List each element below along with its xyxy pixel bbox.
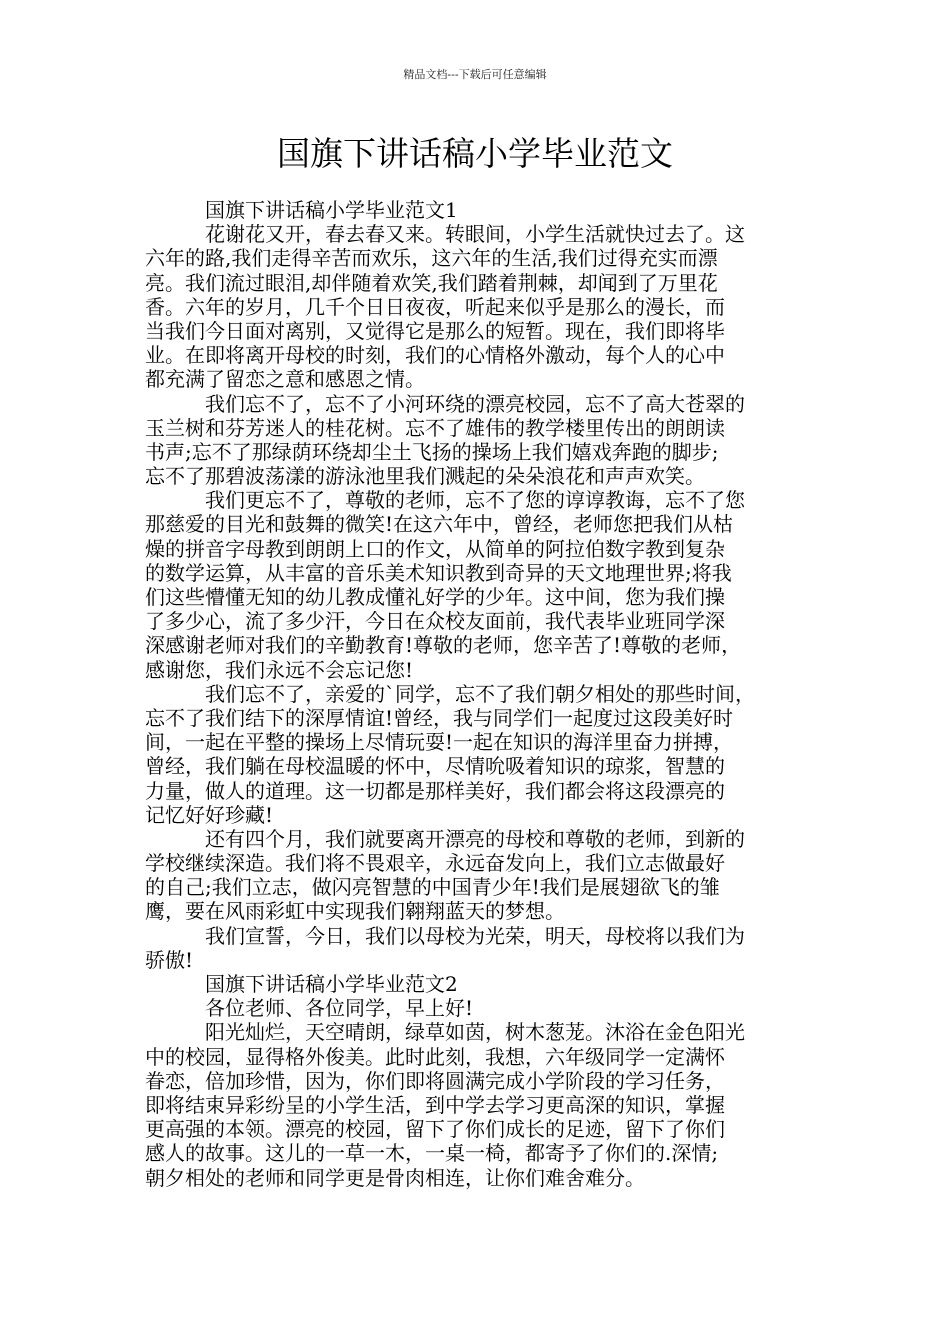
text-line: 感人的故事。这儿的一草一木，一桌一椅，都寄予了你们的.深情; (145, 1141, 719, 1166)
text-line: 当我们今日面对离别，又觉得它是那么的短暂。现在，我们即将毕 (145, 318, 725, 343)
text-line: 间，一起在平整的操场上尽情玩耍!一起在知识的海洋里奋力拼搏， (145, 730, 734, 755)
text-line: 中的校园，显得格外俊美。此时此刻，我想，六年级同学一定满怀 (145, 1044, 725, 1069)
text-line: 忘不了那碧波荡漾的游泳池里我们溅起的朵朵浪花和声声欢笑。 (145, 464, 705, 489)
text-line: 亮。我们流过眼泪,却伴随着欢笑,我们踏着荆棘，却闻到了万里花 (145, 270, 718, 295)
text-line: 的自己;我们立志，做闪亮智慧的中国青少年!我们是展翅欲飞的雏 (145, 875, 720, 900)
text-line: 记忆好好珍藏! (145, 802, 274, 827)
text-line: 们这些懵懂无知的幼儿教成懂礼好学的少年。这中间，您为我们操 (145, 585, 725, 609)
text-line: 曾经，我们躺在母校温暖的怀中，尽情吮吸着知识的琼浆，智慧的 (145, 754, 725, 779)
text-line: 感谢您，我们永远不会忘记您! (145, 657, 414, 682)
text-line: 更高强的本领。漂亮的校园，留下了你们成长的足迹，留下了你们 (145, 1117, 725, 1142)
body-text (145, 198, 813, 1190)
text-line: 我们忘不了，亲爱的`同学，忘不了我们朝夕相处的那些时间， (145, 681, 755, 706)
text-line: 六年的路,我们走得辛苦而欢乐，这六年的生活,我们过得充实而漂 (145, 246, 718, 271)
text-line: 各位老师、各位同学，早上好! (145, 996, 474, 1021)
text-line: 骄傲! (145, 947, 194, 972)
text-line: 我们忘不了，忘不了小河环绕的漂亮校园，忘不了高大苍翠的 (145, 391, 745, 416)
text-line: 国旗下讲话稿小学毕业范文2 (145, 972, 458, 996)
text-line: 还有四个月，我们就要离开漂亮的母校和尊敬的老师，到新的 (145, 826, 745, 851)
text-line: 了多少心，流了多少汗，今日在众校友面前，我代表毕业班同学深 (145, 609, 725, 634)
text-line: 眷恋，倍加珍惜，因为，你们即将圆满完成小学阶段的学习任务， (145, 1068, 725, 1093)
text-line: 香。六年的岁月，几千个日日夜夜，听起来似乎是那么的漫长，而 (145, 294, 725, 319)
text-line: 力量，做人的道理。这一切都是那样美好，我们都会将这段漂亮的 (145, 778, 725, 803)
text-line: 燥的拼音字母教到朗朗上口的作文，从简单的阿拉伯数字教到复杂 (145, 536, 725, 561)
document-title: 国旗下讲话稿小学毕业范文 (277, 134, 673, 173)
text-line: 即将结束异彩纷呈的小学生活，到中学去学习更高深的知识，掌握 (145, 1092, 725, 1117)
text-line: 忘不了我们结下的深厚情谊!曾经，我与同学们一起度过这段美好时 (145, 705, 734, 730)
text-line: 花谢花又开，春去春又来。转眼间，小学生活就快过去了。这 (145, 222, 745, 247)
text-line: 国旗下讲话稿小学毕业范文1 (145, 198, 458, 222)
text-line: 都充满了留恋之意和感恩之情。 (145, 367, 425, 392)
header-note: 精品文档---下载后可任意编辑 (403, 68, 547, 81)
text-line: 朝夕相处的老师和同学更是骨肉相连，让你们难舍难分。 (145, 1165, 645, 1190)
text-line: 我们更忘不了，尊敬的老师，忘不了您的谆谆教诲，忘不了您 (145, 488, 745, 513)
text-line: 鹰，要在风雨彩虹中实现我们翱翔蓝天的梦想。 (145, 899, 565, 924)
text-line: 深感谢老师对我们的辛勤教育!尊敬的老师，您辛苦了!尊敬的老师， (145, 633, 742, 658)
text-line: 阳光灿烂，天空晴朗，绿草如茵，树木葱茏。沐浴在金色阳光 (145, 1020, 745, 1045)
text-line: 玉兰树和芬芳迷人的桂花树。忘不了雄伟的教学楼里传出的朗朗读 (145, 415, 725, 440)
text-line: 书声;忘不了那绿荫环绕却尘土飞扬的操场上我们嬉戏奔跑的脚步; (145, 439, 719, 464)
text-line: 的数学运算，从丰富的音乐美术知识教到奇异的天文地理世界;将我 (145, 560, 732, 585)
text-line: 业。在即将离开母校的时刻，我们的心情格外激动，每个人的心中 (145, 343, 725, 368)
text-line: 我们宣誓，今日，我们以母校为光荣，明天，母校将以我们为 (145, 923, 745, 948)
text-line: 那慈爱的目光和鼓舞的微笑!在这六年中，曾经，老师您把我们从枯 (145, 512, 734, 537)
text-line: 学校继续深造。我们将不畏艰辛，永远奋发向上，我们立志做最好 (145, 851, 725, 876)
